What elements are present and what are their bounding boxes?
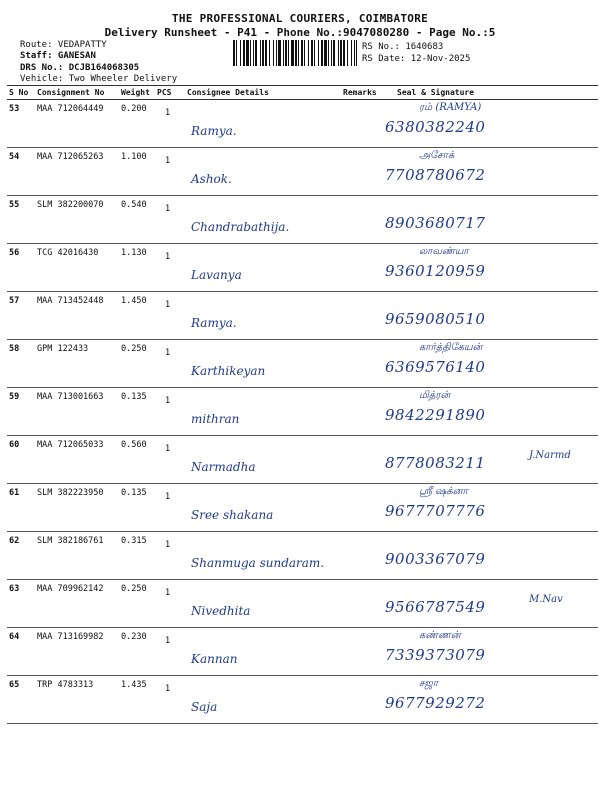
row-pcs: 1 <box>155 244 185 292</box>
receiver-phone: 9659080510 <box>385 310 486 328</box>
row-remarks <box>341 676 377 724</box>
table-row <box>7 388 598 436</box>
barcode-bar <box>311 40 313 66</box>
row-consignee <box>185 628 341 676</box>
row-weight: 0.250 <box>119 340 155 388</box>
col-sno: S No <box>7 86 35 100</box>
receiver-phone: 9677929272 <box>385 694 486 712</box>
signature-mark: ரம் (RAMYA) <box>419 102 482 113</box>
row-consignment-no: TRP 4783313 <box>35 676 119 724</box>
row-weight: 0.315 <box>119 532 155 580</box>
consignee-name: mithran <box>191 412 240 426</box>
row-pcs: 1 <box>155 436 185 484</box>
table-header-row <box>7 86 598 100</box>
row-weight: 1.450 <box>119 292 155 340</box>
receiver-phone: 7708780672 <box>385 166 486 184</box>
row-remarks <box>341 196 377 244</box>
consignee-name: Narmadha <box>191 460 256 474</box>
receiver-phone: 6369576140 <box>385 358 486 376</box>
row-sno: 56 <box>7 244 35 292</box>
row-sno: 58 <box>7 340 35 388</box>
row-signature <box>377 100 598 148</box>
signature-mark: மித்ரன் <box>419 390 451 401</box>
barcode-bar <box>338 40 339 66</box>
row-weight: 1.130 <box>119 244 155 292</box>
row-sno: 59 <box>7 388 35 436</box>
row-sno: 54 <box>7 148 35 196</box>
row-consignment-no: MAA 713452448 <box>35 292 119 340</box>
row-pcs: 1 <box>155 100 185 148</box>
row-pcs: 1 <box>155 388 185 436</box>
table-row <box>7 628 598 676</box>
barcode-bar <box>233 40 235 66</box>
row-sno: 60 <box>7 436 35 484</box>
row-consignee <box>185 244 341 292</box>
row-consignee <box>185 436 341 484</box>
barcode-bar <box>240 40 241 66</box>
receiver-phone: 9360120959 <box>385 262 486 280</box>
barcode-bar <box>356 40 357 66</box>
staff-label: Staff: GANESAN <box>20 51 96 61</box>
row-consignee <box>185 676 341 724</box>
barcode-bar <box>253 40 254 66</box>
table-row <box>7 580 598 628</box>
barcode-bar <box>255 40 257 66</box>
signature-scribble: J.Narmd <box>529 450 571 461</box>
receiver-phone: 9677707776 <box>385 502 486 520</box>
row-remarks <box>341 628 377 676</box>
row-pcs: 1 <box>155 484 185 532</box>
runsheet-table <box>7 85 598 724</box>
receiver-phone: 9566787549 <box>385 598 486 616</box>
row-signature <box>377 436 598 484</box>
consignee-name: Saja <box>191 700 218 714</box>
row-consignment-no: SLM 382223950 <box>35 484 119 532</box>
receiver-phone: 8778083211 <box>385 454 486 472</box>
row-pcs: 1 <box>155 196 185 244</box>
table-row <box>7 148 598 196</box>
consignee-name: Ashok. <box>191 172 232 186</box>
col-consignee: Consignee Details <box>185 86 341 100</box>
consignee-name: Lavanya <box>191 268 242 282</box>
row-remarks <box>341 484 377 532</box>
row-signature <box>377 244 598 292</box>
barcode-bar <box>314 40 315 66</box>
route-label: Route: VEDAPATTY <box>20 40 107 50</box>
receiver-phone: 8903680717 <box>385 214 486 232</box>
barcode-bar <box>236 40 237 66</box>
row-consignment-no: MAA 713169982 <box>35 628 119 676</box>
row-signature <box>377 532 598 580</box>
row-sno: 63 <box>7 580 35 628</box>
row-signature <box>377 148 598 196</box>
row-pcs: 1 <box>155 532 185 580</box>
consignee-name: Kannan <box>191 652 238 666</box>
signature-mark: சஜா <box>419 678 439 689</box>
row-remarks <box>341 436 377 484</box>
col-remarks: Remarks <box>341 86 377 100</box>
barcode-bar <box>288 40 289 66</box>
barcode-bar <box>273 40 274 66</box>
table-row <box>7 484 598 532</box>
signature-scribble: M.Nav <box>529 594 563 605</box>
rs-date: RS Date: 12-Nov-2025 <box>362 54 471 64</box>
table-row <box>7 244 598 292</box>
row-remarks <box>341 100 377 148</box>
row-consignee <box>185 100 341 148</box>
barcode-bar <box>351 40 352 66</box>
row-consignee <box>185 532 341 580</box>
barcode-bar <box>260 40 261 66</box>
barcode-bar <box>328 40 329 66</box>
row-remarks <box>341 292 377 340</box>
row-remarks <box>341 244 377 292</box>
row-weight: 0.560 <box>119 436 155 484</box>
barcode-bar <box>331 40 332 66</box>
drs-number: DRS No.: DCJB164068305 <box>20 63 140 73</box>
receiver-phone: 7339373079 <box>385 646 486 664</box>
row-sno: 61 <box>7 484 35 532</box>
row-pcs: 1 <box>155 148 185 196</box>
row-signature <box>377 628 598 676</box>
row-sno: 53 <box>7 100 35 148</box>
consignee-name: Sree shakana <box>191 508 274 522</box>
signature-mark: கண்ணன் <box>419 630 461 641</box>
col-consignment: Consignment No <box>35 86 119 100</box>
barcode-bar <box>295 40 297 66</box>
row-pcs: 1 <box>155 676 185 724</box>
row-sno: 64 <box>7 628 35 676</box>
vehicle-label: Vehicle: Two Wheeler Delivery <box>20 74 178 84</box>
barcode-bar <box>250 40 251 66</box>
row-weight: 0.135 <box>119 484 155 532</box>
row-signature <box>377 340 598 388</box>
row-consignment-no: MAA 712065033 <box>35 436 119 484</box>
barcode-bar <box>276 40 277 66</box>
consignee-name: Shanmuga sundaram. <box>191 556 325 570</box>
barcode-bar <box>285 40 287 66</box>
row-pcs: 1 <box>155 292 185 340</box>
barcode-bar <box>318 40 319 66</box>
row-signature <box>377 388 598 436</box>
signature-mark: கார்த்திகேயன் <box>419 342 483 353</box>
table-row <box>7 532 598 580</box>
rs-number: RS No.: 1640683 <box>362 42 444 52</box>
row-weight: 1.435 <box>119 676 155 724</box>
col-weight: Weight <box>119 86 155 100</box>
row-consignment-no: MAA 709962142 <box>35 580 119 628</box>
barcode-bar <box>321 40 323 66</box>
barcode-bar <box>262 40 264 66</box>
row-consignee <box>185 484 341 532</box>
barcode-bar <box>283 40 284 66</box>
rs-info <box>362 41 470 65</box>
barcode-bar <box>308 40 309 66</box>
runsheet-subtitle: Delivery Runsheet - P41 - Phone No.:9047080280 - Page No.:5 <box>104 26 496 39</box>
col-pcs: PCS <box>155 86 185 100</box>
receiver-phone: 9842291890 <box>385 406 486 424</box>
row-remarks <box>341 148 377 196</box>
barcode-bar <box>304 40 305 66</box>
row-remarks <box>341 340 377 388</box>
barcode-bar <box>333 40 335 66</box>
row-signature <box>377 580 598 628</box>
receiver-phone: 9003367079 <box>385 550 486 568</box>
row-consignee <box>185 196 341 244</box>
row-consignment-no: TCG 42016430 <box>35 244 119 292</box>
table-row <box>7 196 598 244</box>
row-consignee <box>185 580 341 628</box>
row-consignment-no: GPM 122433 <box>35 340 119 388</box>
col-seal: Seal & Signature <box>377 86 598 100</box>
row-signature <box>377 484 598 532</box>
row-signature <box>377 292 598 340</box>
consignee-name: Karthikeyan <box>191 364 266 378</box>
row-weight: 1.100 <box>119 148 155 196</box>
table-row <box>7 292 598 340</box>
row-sno: 55 <box>7 196 35 244</box>
row-weight: 0.200 <box>119 100 155 148</box>
row-consignment-no: MAA 712064449 <box>35 100 119 148</box>
barcode-bar <box>265 40 267 66</box>
row-remarks <box>341 580 377 628</box>
row-weight: 0.230 <box>119 628 155 676</box>
row-consignee <box>185 388 341 436</box>
row-pcs: 1 <box>155 340 185 388</box>
row-remarks <box>341 388 377 436</box>
barcode-bar <box>278 40 281 66</box>
consignee-name: Ramya. <box>191 316 237 330</box>
row-signature <box>377 676 598 724</box>
row-weight: 0.540 <box>119 196 155 244</box>
row-signature <box>377 196 598 244</box>
signature-mark: ஸ்ரீ ஷக்னா <box>419 486 468 497</box>
row-consignment-no: SLM 382200070 <box>35 196 119 244</box>
row-consignee <box>185 148 341 196</box>
row-pcs: 1 <box>155 628 185 676</box>
barcode-image <box>233 40 357 66</box>
row-remarks <box>341 532 377 580</box>
row-weight: 0.250 <box>119 580 155 628</box>
consignee-name: Chandrabathija. <box>191 220 290 234</box>
table-row <box>7 340 598 388</box>
consignee-name: Ramya. <box>191 124 237 138</box>
row-consignment-no: SLM 382186761 <box>35 532 119 580</box>
barcode-bar <box>291 40 294 66</box>
table-row <box>7 100 598 148</box>
barcode-bar <box>298 40 299 66</box>
barcode-bar <box>340 40 342 66</box>
signature-mark: அசோக் <box>419 150 455 161</box>
barcode-bar <box>354 40 355 66</box>
barcode-bar <box>324 40 327 66</box>
row-sno: 62 <box>7 532 35 580</box>
barcode-bar <box>347 40 348 66</box>
barcode-bar <box>243 40 245 66</box>
row-consignment-no: MAA 712065263 <box>35 148 119 196</box>
barcode-bar <box>301 40 303 66</box>
signature-mark: லாவண்யா <box>419 246 469 257</box>
barcode-bar <box>343 40 345 66</box>
row-weight: 0.135 <box>119 388 155 436</box>
row-consignee <box>185 340 341 388</box>
receiver-phone: 6380382240 <box>385 118 486 136</box>
table-row <box>7 676 598 724</box>
row-consignee <box>185 292 341 340</box>
row-sno: 65 <box>7 676 35 724</box>
table-row <box>7 436 598 484</box>
row-pcs: 1 <box>155 580 185 628</box>
consignee-name: Nivedhita <box>191 604 251 618</box>
barcode-bar <box>269 40 270 66</box>
barcode-bar <box>246 40 249 66</box>
row-sno: 57 <box>7 292 35 340</box>
company-title: THE PROFESSIONAL COURIERS, COIMBATORE <box>171 12 429 25</box>
row-consignment-no: MAA 713001663 <box>35 388 119 436</box>
